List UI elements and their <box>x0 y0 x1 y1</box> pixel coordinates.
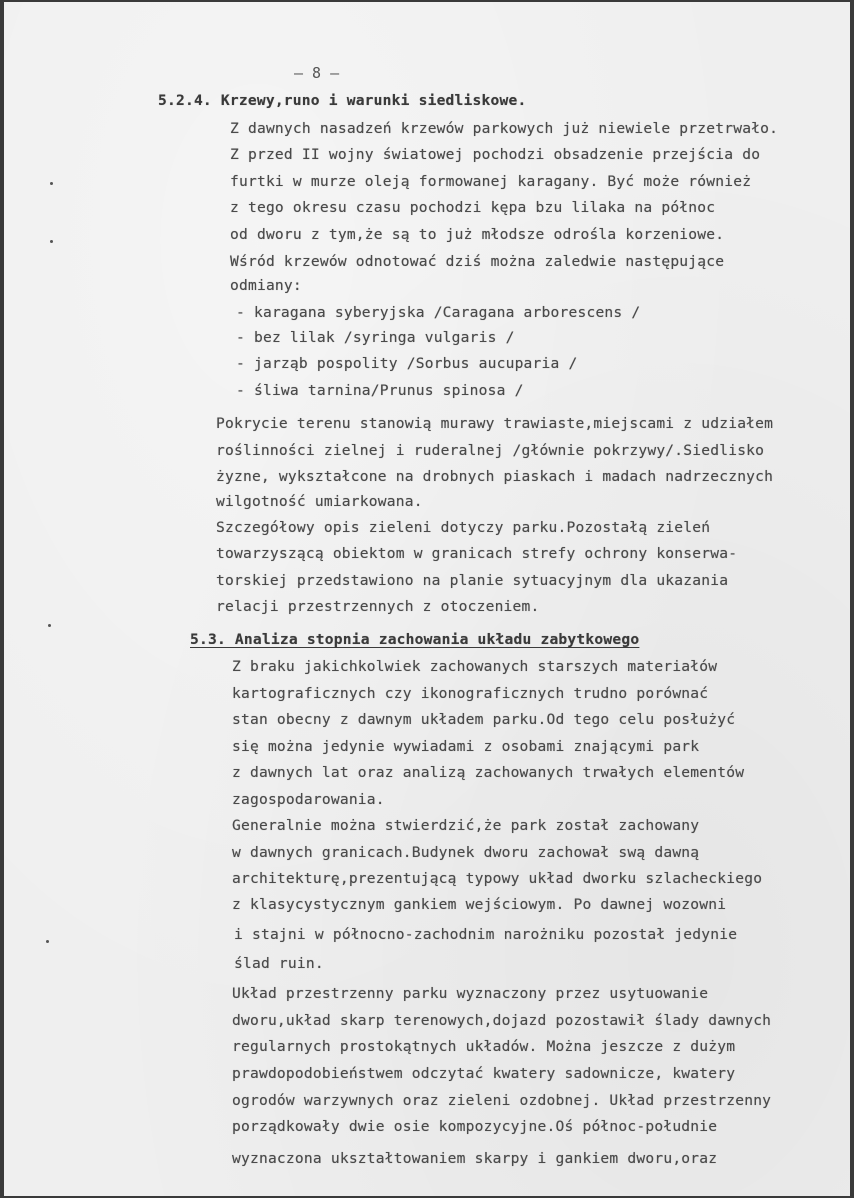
text-line: zagospodarowania. <box>232 791 385 808</box>
text-line: dworu,układ skarp terenowych,dojazd pozostawił ślady dawnych <box>232 1012 772 1029</box>
list-item: - karagana syberyjska /Caragana arborescens / <box>236 304 641 321</box>
text-line: prawdopodobieństwem odczytać kwatery sadownicze, kwatery <box>232 1065 736 1082</box>
text-line: odmiany: <box>230 277 302 294</box>
text-line: Z braku jakichkolwiek zachowanych starszych materiałów <box>232 658 718 675</box>
text-line: Szczegółowy opis zieleni dotyczy parku.Pozostałą zieleń <box>216 519 711 536</box>
text-line: się można jedynie wywiadami z osobami znającymi park <box>232 738 700 755</box>
text-line: żyzne, wykształcone na drobnych piaskach i madach nadrzecznych <box>216 468 774 485</box>
text-line: ślad ruin. <box>234 955 324 972</box>
text-line: relacji przestrzennych z otoczeniem. <box>216 598 540 615</box>
list-item: - jarząb pospolity /Sorbus aucuparia / <box>236 355 578 372</box>
text-line: od dworu z tym,że są to już młodsze odrośla korzeniowe. <box>230 226 725 243</box>
text-line: Pokrycie terenu stanowią murawy trawiaste,miejscami z udziałem <box>216 415 774 432</box>
margin-speck <box>50 240 53 243</box>
text-line: Z przed II wojny światowej pochodzi obsadzenie przejścia do <box>230 146 761 163</box>
list-item: - bez lilak /syringa vulgaris / <box>236 329 515 346</box>
text-line: roślinności zielnej i ruderalnej /głównie pokrzywy/.Siedlisko <box>216 442 765 459</box>
text-line: z tego okresu czasu pochodzi kępa bzu lilaka na północ <box>230 199 716 216</box>
text-line: regularnych prostokątnych układów. Można jeszcze z dużym <box>232 1038 736 1055</box>
text-line: Wśród krzewów odnotować dziś można zaledwie następujące <box>230 253 725 270</box>
text-line: w dawnych granicach.Budynek dworu zachował swą dawną <box>232 844 700 861</box>
text-line: z klasycystycznym gankiem wejściowym. Po dawnej wozowni <box>232 896 727 913</box>
page-number: – 8 – <box>294 64 340 82</box>
section-heading-5-2-4: 5.2.4. Krzewy,runo i warunki siedliskowe. <box>158 92 527 109</box>
text-line: torskiej przedstawiono na planie sytuacyjnym dla ukazania <box>216 572 729 589</box>
text-line: z dawnych lat oraz analizą zachowanych trwałych elementów <box>232 764 745 781</box>
list-item: - śliwa tarnina/Prunus spinosa / <box>236 382 524 399</box>
text-line: towarzyszącą obiektom w granicach strefy ochrony konserwa- <box>216 545 738 562</box>
text-line: i stajni w północno-zachodnim narożniku pozostał jedynie <box>234 926 738 943</box>
margin-speck <box>48 624 51 627</box>
text-line: porządkowały dwie osie kompozycyjne.Oś północ-południe <box>232 1118 718 1135</box>
margin-speck <box>46 940 49 943</box>
text-line: furtki w murze oleją formowanej karagany. Być może również <box>230 173 752 190</box>
section-heading-5-3: 5.3. Analiza stopnia zachowania układu zabytkowego <box>190 631 640 648</box>
text-line: wilgotność umiarkowana. <box>216 493 423 510</box>
text-line: stan obecny z dawnym układem parku.Od tego celu posłużyć <box>232 711 736 728</box>
margin-speck <box>50 182 53 185</box>
text-line: kartograficznych czy ikonograficznych trudno porównać <box>232 685 709 702</box>
text-line: Układ przestrzenny parku wyznaczony przez usytuowanie <box>232 985 709 1002</box>
text-line: Z dawnych nasadzeń krzewów parkowych już niewiele przetrwało. <box>230 120 779 137</box>
text-line: architekturę,prezentującą typowy układ dworku szlacheckiego <box>232 870 763 887</box>
text-line: ogrodów warzywnych oraz zieleni ozdobnej. Układ przestrzenny <box>232 1092 772 1109</box>
text-line: wyznaczona ukształtowaniem skarpy i gankiem dworu,oraz <box>232 1150 718 1167</box>
text-line: Generalnie można stwierdzić,że park został zachowany <box>232 817 700 834</box>
document-page <box>4 2 850 1196</box>
